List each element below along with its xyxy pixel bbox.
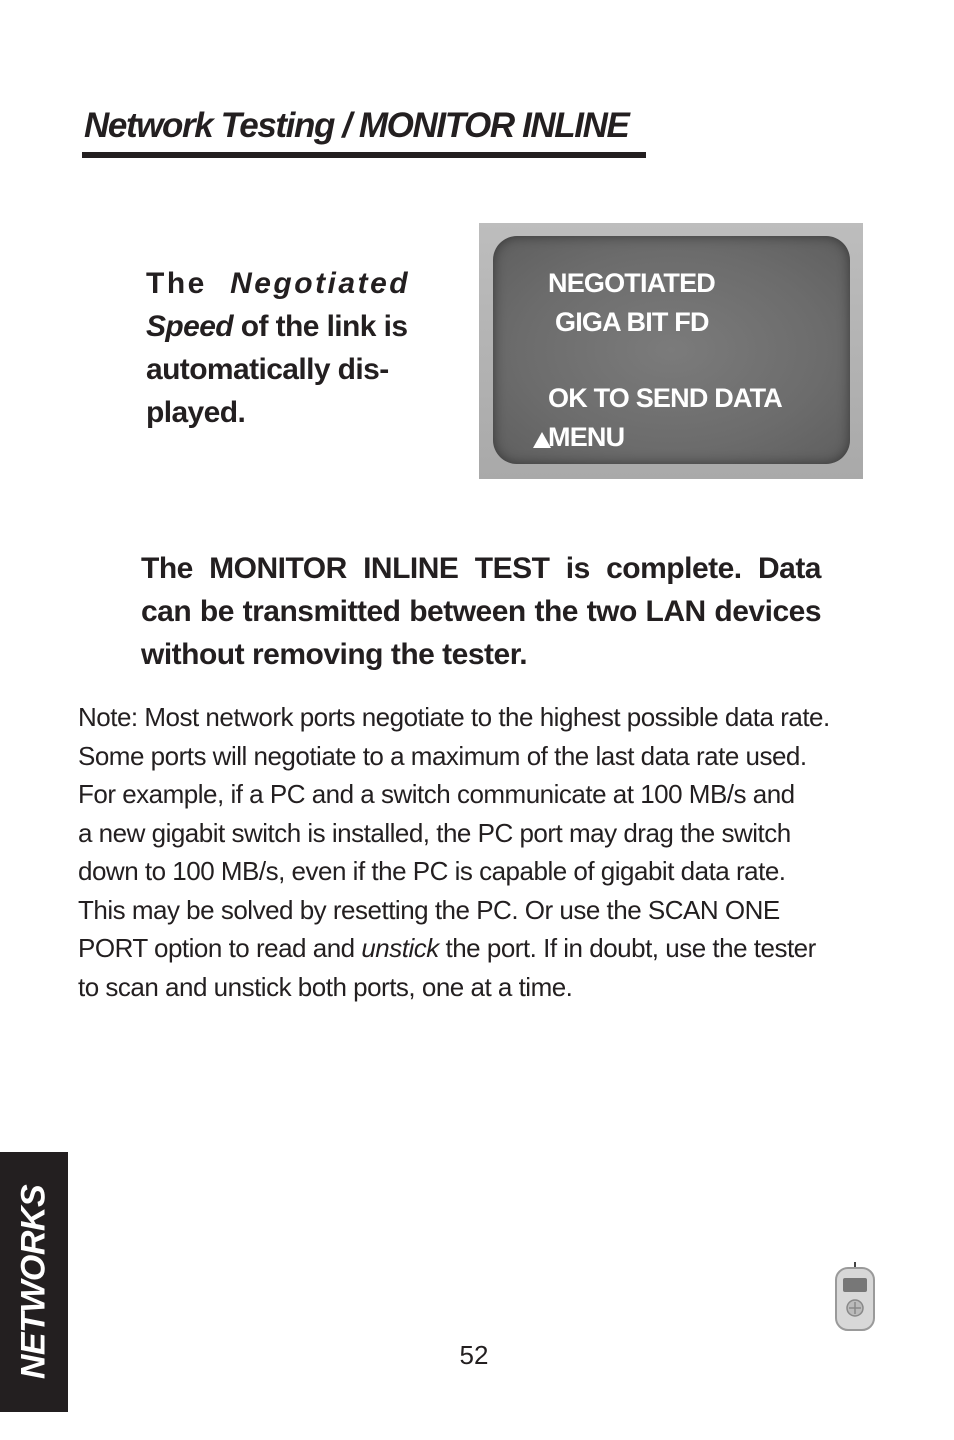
tester-display bbox=[479, 223, 863, 479]
note-line: Some ports will negotiate to a maximum of the last data rate used. bbox=[78, 740, 807, 771]
section-side-tab bbox=[0, 1152, 68, 1412]
note-text: the port. If in doubt, use the tester bbox=[438, 933, 816, 963]
intro-word-speed: Speed bbox=[146, 310, 234, 343]
display-line-speed: GIGA BIT FD bbox=[555, 307, 709, 337]
intro-line-3: played. bbox=[146, 396, 246, 429]
note-text: PORT option to read and bbox=[78, 933, 362, 963]
tester-device-icon bbox=[833, 1262, 877, 1334]
note-emphasis: unstick bbox=[361, 933, 439, 963]
note-line: to scan and unstick both ports, one at a time. bbox=[78, 971, 573, 1002]
side-tab-label: NETWORKS bbox=[14, 1184, 53, 1380]
intro-word-the: The bbox=[146, 267, 207, 300]
intro-line-1: of the link is bbox=[240, 310, 408, 343]
note-line: For example, if a PC and a switch communicate at 100 MB/s and bbox=[78, 779, 795, 809]
note-line: down to 100 MB/s, even if the PC is capable of gigabit data rate. bbox=[78, 856, 786, 886]
note-line: Note: Most network ports negotiate to the highest possible data rate. bbox=[78, 702, 830, 732]
page-number: 52 bbox=[459, 1340, 489, 1370]
note-line: a new gigabit switch is installed, the PC port may drag the switch bbox=[78, 817, 791, 848]
note-line bbox=[78, 929, 878, 968]
intro-paragraph bbox=[146, 262, 418, 434]
completion-message: The MONITOR INLINE TEST is complete. Data can be transmitted between the two LAN devices without removing the tester. bbox=[141, 552, 821, 671]
intro-word-negotiated: Negotiated bbox=[230, 267, 411, 300]
display-line-negotiated: NEGOTIATED bbox=[548, 268, 715, 298]
display-screen bbox=[493, 236, 850, 464]
note-paragraph bbox=[78, 698, 878, 1006]
page-title: Network Testing / MONITOR INLINE bbox=[84, 106, 629, 145]
display-line-menu: MENU bbox=[548, 422, 625, 452]
section-heading bbox=[82, 106, 646, 158]
display-line-ok-to-send: OK TO SEND DATA bbox=[548, 383, 783, 413]
intro-line-2: automatically dis- bbox=[146, 353, 389, 386]
note-line: This may be solved by resetting the PC. Or use the SCAN ONE bbox=[78, 894, 780, 925]
